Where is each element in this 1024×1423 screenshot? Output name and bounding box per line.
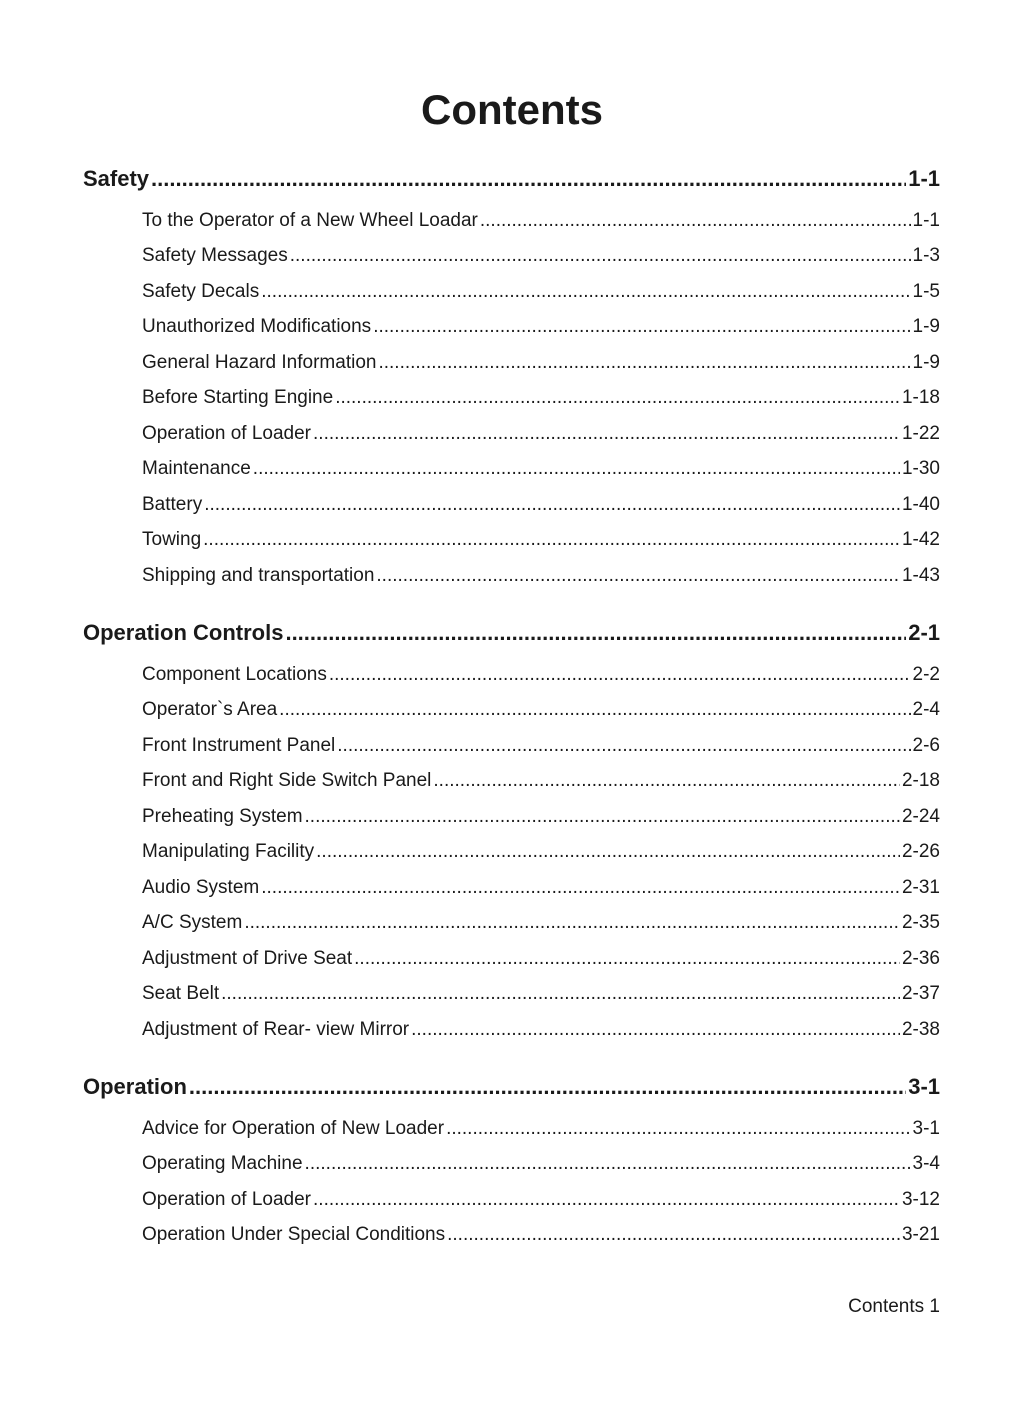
toc-entry-page: 1-42 <box>901 529 940 550</box>
page-footer: Contents 1 <box>848 1296 940 1317</box>
toc-entry[interactable] <box>142 733 940 759</box>
toc-entry[interactable] <box>142 421 940 447</box>
dot-leader <box>261 875 900 901</box>
dot-leader <box>446 1116 910 1142</box>
toc-entry-page: 2-31 <box>901 877 940 898</box>
toc-entry-label: Preheating System <box>142 806 303 827</box>
toc-entry[interactable] <box>142 243 940 269</box>
toc-entry-label: Front Instrument Panel <box>142 735 336 756</box>
dot-leader <box>253 456 900 482</box>
toc-chapter-page: 2-1 <box>908 620 940 645</box>
toc-entry-page: 1-30 <box>901 458 940 479</box>
toc-chapter-page: 3-1 <box>908 1074 940 1099</box>
toc-entry[interactable] <box>142 563 940 589</box>
toc-entry[interactable] <box>142 456 940 482</box>
dot-leader <box>335 385 900 411</box>
toc-entry-page: 3-21 <box>901 1224 940 1245</box>
dot-leader <box>378 350 910 376</box>
page-title: Contents <box>421 86 603 133</box>
toc-entry[interactable] <box>142 1222 940 1248</box>
toc-entry-page: 2-18 <box>901 770 940 791</box>
dot-leader <box>261 279 910 305</box>
dot-leader <box>447 1222 900 1248</box>
dot-leader <box>313 1187 900 1213</box>
toc-chapter-title: Operation Controls <box>83 620 284 645</box>
toc-chapter-operation[interactable] <box>83 1073 940 1101</box>
toc-entry-page: 2-36 <box>901 948 940 969</box>
toc-entry-label: Front and Right Side Switch Panel <box>142 770 432 791</box>
dot-leader <box>244 910 900 936</box>
toc-entry[interactable] <box>142 279 940 305</box>
toc-entry[interactable] <box>142 350 940 376</box>
toc-entry-label: Advice for Operation of New Loader <box>142 1118 445 1139</box>
dot-leader <box>433 768 900 794</box>
toc-entry-label: Adjustment of Drive Seat <box>142 948 353 969</box>
dot-leader <box>279 697 910 723</box>
toc-entry-label: Operation of Loader <box>142 1189 312 1210</box>
toc-entry[interactable] <box>142 946 940 972</box>
toc-entry-page: 1-43 <box>901 565 940 586</box>
toc-entry-label: Seat Belt <box>142 983 220 1004</box>
toc-entry-label: Adjustment of Rear- view Mirror <box>142 1019 410 1040</box>
toc-entry[interactable] <box>142 697 940 723</box>
toc-entry[interactable] <box>142 768 940 794</box>
dot-leader <box>480 208 911 234</box>
toc-chapter-title: Operation <box>83 1074 187 1099</box>
dot-leader <box>305 804 900 830</box>
toc-entry-page: 1-9 <box>912 316 940 337</box>
toc-entry[interactable] <box>142 662 940 688</box>
toc-entry-label: Operation of Loader <box>142 423 312 444</box>
toc-entry[interactable] <box>142 839 940 865</box>
toc-entry-page: 2-4 <box>912 699 940 720</box>
toc-entry-page: 2-24 <box>901 806 940 827</box>
toc-entry[interactable] <box>142 804 940 830</box>
toc-entry-page: 2-37 <box>901 983 940 1004</box>
toc-entry[interactable] <box>142 910 940 936</box>
toc-chapter-operation-controls[interactable] <box>83 619 940 647</box>
dot-leader <box>354 946 900 972</box>
toc-entry-label: General Hazard Information <box>142 352 377 373</box>
dot-leader <box>203 527 900 553</box>
dot-leader <box>316 839 900 865</box>
toc-entry-label: To the Operator of a New Wheel Loadar <box>142 210 478 231</box>
toc-entry[interactable] <box>142 314 940 340</box>
toc-entry-label: Safety Decals <box>142 281 260 302</box>
dot-leader <box>337 733 910 759</box>
toc-entry[interactable] <box>142 527 940 553</box>
toc-entry-label: Safety Messages <box>142 245 288 266</box>
dot-leader <box>290 243 911 269</box>
toc-entry-label: Unauthorized Modifications <box>142 316 372 337</box>
toc-entry-page: 2-6 <box>912 735 940 756</box>
dot-leader <box>189 1073 906 1101</box>
toc-entry-label: Towing <box>142 529 202 550</box>
toc-entry-page: 1-18 <box>901 387 940 408</box>
dot-leader <box>204 492 900 518</box>
toc-entry[interactable] <box>142 1116 940 1142</box>
dot-leader <box>313 421 900 447</box>
toc-entry-page: 1-5 <box>912 281 940 302</box>
toc-entry-label: A/C System <box>142 912 243 933</box>
toc-entry[interactable] <box>142 492 940 518</box>
toc-entry-page: 3-4 <box>912 1153 940 1174</box>
toc-entry-label: Operator`s Area <box>142 699 278 720</box>
toc-entry-page: 1-3 <box>912 245 940 266</box>
toc-entry-page: 2-35 <box>901 912 940 933</box>
toc-entry-page: 1-9 <box>912 352 940 373</box>
toc-entry-label: Manipulating Facility <box>142 841 315 862</box>
toc-entry[interactable] <box>142 1017 940 1043</box>
dot-leader <box>151 165 906 193</box>
toc-entry-page: 1-1 <box>912 210 940 231</box>
dot-leader <box>305 1151 911 1177</box>
toc-entry-label: Component Locations <box>142 664 327 685</box>
toc-entry[interactable] <box>142 208 940 234</box>
toc-entry-page: 2-2 <box>912 664 940 685</box>
dot-leader <box>376 563 900 589</box>
toc-entry[interactable] <box>142 875 940 901</box>
toc-entry-label: Battery <box>142 494 203 515</box>
toc-entry-page: 1-22 <box>901 423 940 444</box>
toc-chapter-page: 1-1 <box>908 166 940 191</box>
toc-entry-page: 3-1 <box>912 1118 940 1139</box>
toc-entry-page: 1-40 <box>901 494 940 515</box>
toc-entry-label: Operation Under Special Conditions <box>142 1224 446 1245</box>
dot-leader <box>373 314 910 340</box>
toc-chapter-safety[interactable] <box>83 165 940 193</box>
toc-entry-label: Maintenance <box>142 458 251 479</box>
dot-leader <box>329 662 911 688</box>
toc-entry-label: Operating Machine <box>142 1153 303 1174</box>
toc-entry[interactable] <box>142 1187 940 1213</box>
toc-entry[interactable] <box>142 981 940 1007</box>
dot-leader <box>411 1017 900 1043</box>
toc-entry-page: 2-26 <box>901 841 940 862</box>
toc-entry-label: Shipping and transportation <box>142 565 375 586</box>
toc-entry-page: 3-12 <box>901 1189 940 1210</box>
dot-leader <box>221 981 900 1007</box>
toc-entry[interactable] <box>142 1151 940 1177</box>
dot-leader <box>285 619 906 647</box>
toc-chapter-title: Safety <box>83 166 150 191</box>
toc-entry-label: Audio System <box>142 877 260 898</box>
toc-entry-page: 2-38 <box>901 1019 940 1040</box>
toc-entry-label: Before Starting Engine <box>142 387 334 408</box>
toc-entry[interactable] <box>142 385 940 411</box>
